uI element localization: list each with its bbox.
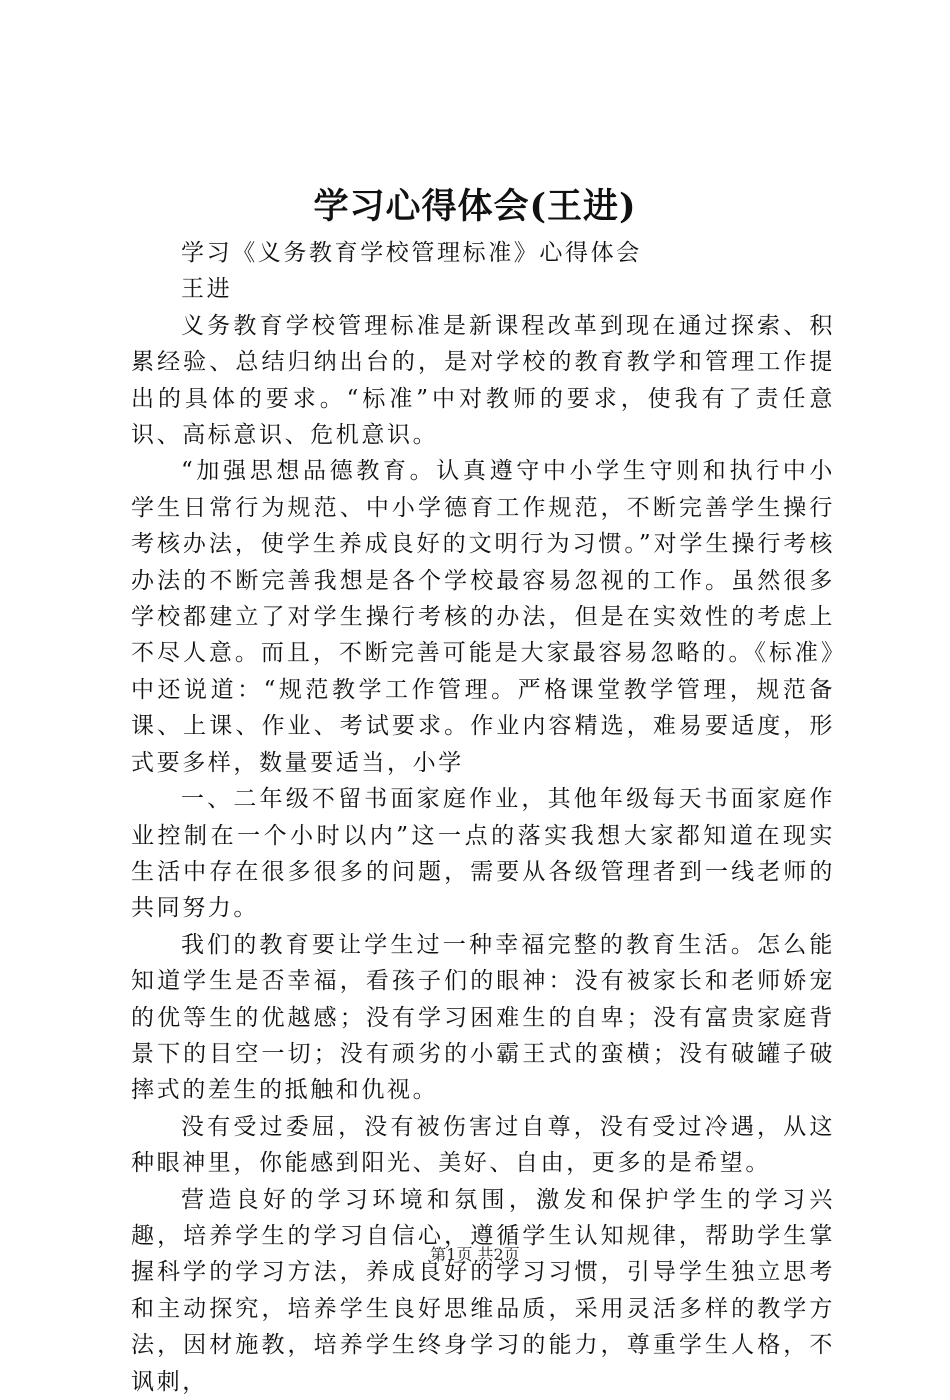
paragraph: 没有受过委屈，没有被伤害过自尊，没有受过冷遇，从这种眼神里，你能感到阳光、美好、自由，更多的是希望。	[131, 1113, 835, 1177]
subtitle-line: 学习《义务教育学校管理标准》心得体会	[181, 240, 642, 266]
paragraph: 义务教育学校管理标准是新课程改革到现在通过探索、积累经验、总结归纳出台的，是对学校的教育教学和管理工作提出的具体的要求。“标准”中对教师的要求，使我有了责任意识、高标意识、危机意识。	[131, 312, 835, 449]
page-number-footer: 第1页 共2页	[430, 1245, 520, 1264]
document-title: 学习心得体会(王进)	[313, 186, 637, 227]
paragraph: 一、二年级不留书面家庭作业，其他年级每天书面家庭作业控制在一个小时以内”这一点的落实我想大家都知道在现实生活中存在很多很多的问题，需要从各级管理者到一线老师的共同努力。	[131, 786, 835, 922]
author-line: 王进	[181, 276, 233, 303]
paragraph: 营造良好的学习环境和氛围，激发和保护学生的学习兴趣，培养学生的学习自信心，遵循学生认知规律，帮助学生掌握科学的学习方法，养成良好的学习习惯，引导学生独立思考和主动探究，培养学生良好思维品质，采用灵活多样的教学方法，因材施教，培养学生终身学习的能力，尊重学生人格，不讽刺，	[131, 1186, 835, 1395]
paragraph: 我们的教育要让学生过一种幸福完整的教育生活。怎么能知道学生是否幸福，看孩子们的眼神：没有被家长和老师娇宠的优等生的优越感；没有学习困难生的自卑；没有富贵家庭背景下的目空一切；没有顽劣的小霸王式的蛮横；没有破罐子破摔式的差生的抵触和仇视。	[131, 931, 835, 1104]
document-body	[131, 235, 835, 1400]
paragraph: “加强思想品德教育。认真遵守中小学生守则和执行中小学生日常行为规范、中小学德育工作规范，不断完善学生操行考核办法，使学生养成良好的文明行为习惯。”对学生操行考核办法的不断完善我想是各个学校最容易忽视的工作。虽然很多学校都建立了对学生操行考核的办法，但是在实效性的考虑上不尽人意。而且，不断完善可能是大家最容易忽略的。《标准》中还说道：“规范教学工作管理。严格课堂教学管理，规范备课、上课、作业、考试要求。作业内容精选，难易要适度，形式要多样，数量要适当，小学	[131, 458, 835, 776]
